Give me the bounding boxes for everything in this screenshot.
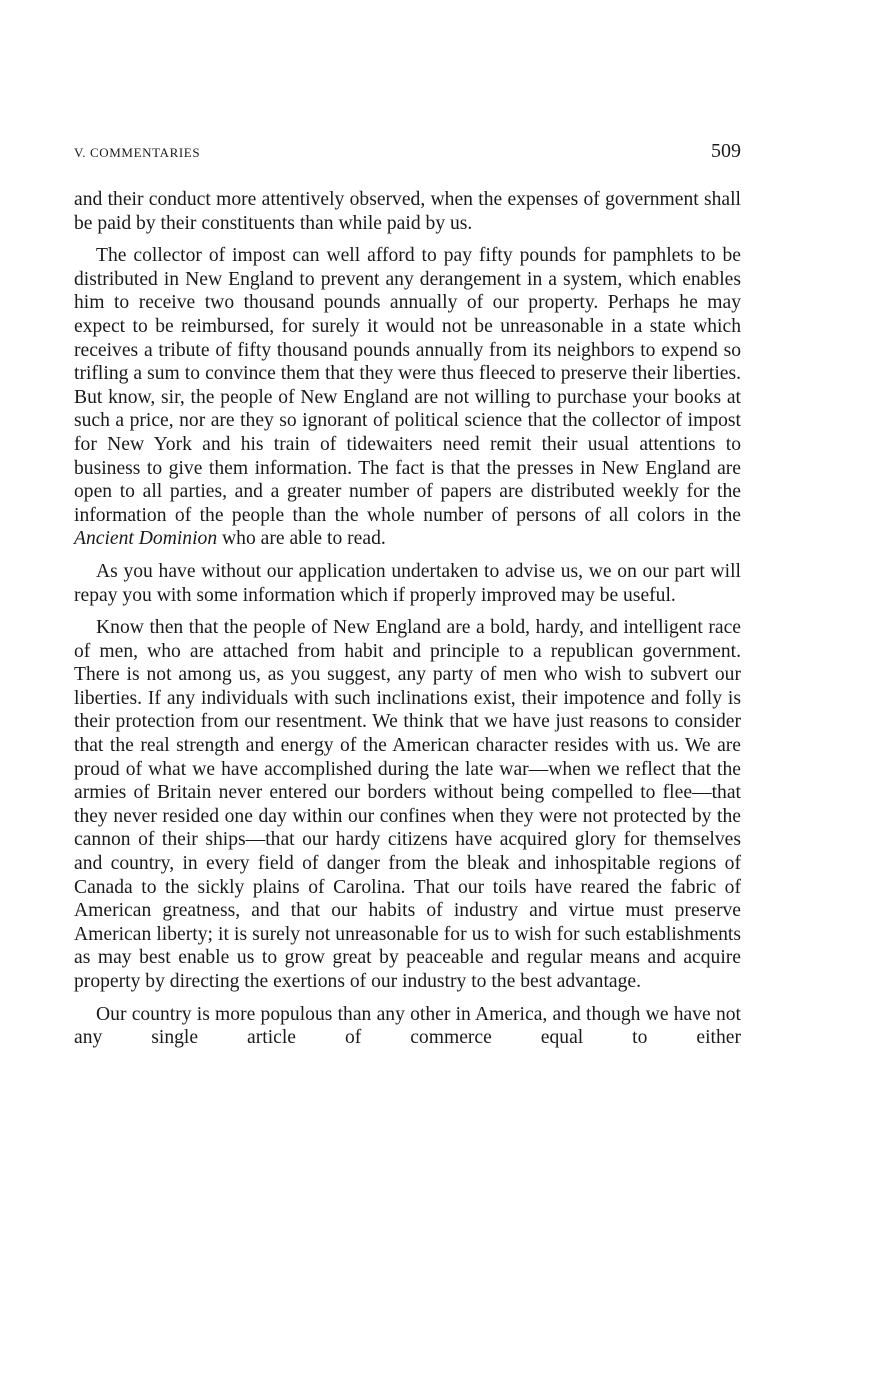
paragraph-text: The collector of impost can well afford to pay fifty pounds for pamphlets to be distributed in New England to prevent any derangement in a system, which enables him to receive two thousand pounds annually of our property. Perhaps he may expect to be reimbursed, for surely it would not be unreasonable in a state which receives a tribute of fifty thousand pounds annually from its neighbors to expend so trifling a sum to convince them that they were thus fleeced to preserve their liberties. But know, sir, the people of New England are not willing to purchase your books at such a price, nor are they so ignorant of political science that the collector of impost for New York and his train of tidewaiters need remit their usual attentions to business to give them information. The fact is that the presses in New England are open to all parties, and a greater number of papers are distributed weekly for the information of the people than the whole number of persons of all colors in the	[74, 245, 741, 526]
paragraph-text: As you have without our application undertaken to advise us, we on our part will repay you with some information which if properly improved may be useful.	[74, 560, 741, 606]
paragraph-text: and their conduct more attentively observed, when the expenses of government shall be paid by their constituents than while paid by us.	[74, 189, 741, 234]
italic-phrase: Ancient Dominion	[74, 528, 218, 550]
running-head	[74, 140, 741, 174]
page-number: 509	[711, 140, 741, 162]
body-text	[74, 188, 741, 1050]
paragraph-text: Our country is more populous than any other in America, and though we have not any single article of commerce equal to either	[74, 1003, 741, 1049]
paragraph-continued	[74, 188, 741, 235]
paragraph-our-country	[74, 1003, 741, 1050]
paragraph-advise-us	[74, 560, 741, 607]
document-page	[74, 140, 741, 1059]
paragraph-know-then	[74, 616, 741, 994]
section-label: V. COMMENTARIES	[74, 145, 201, 160]
paragraph-tail: who are able to read.	[222, 528, 386, 550]
paragraph-collector-of-impost	[74, 244, 741, 551]
paragraph-text: Know then that the people of New England are a bold, hardy, and intelligent race of men, who are attached from habit and principle to a republican government. There is not among us, as you suggest, any party of men who wish to subvert our liberties. If any individuals with such inclinations exist, their impotence and folly is their protection from our resentment. We think that we have just reasons to consider that the real strength and energy of the American character resides with us. We are proud of what we have accomplished during the late war—when we reflect that the armies of Britain never entered our borders without being compelled to flee—that they never resided one day within our confines when they were not protected by the cannon of their ships—that our hardy citizens have acquired glory for themselves and country, in every field of danger from the bleak and inhospitable regions of Canada to the sickly plains of Carolina. That our toils have reared the fabric of American greatness, and that our habits of industry and virtue must preserve American liberty; it is surely not unreasonable for us to wish for such establishments as may best enable us to grow great by peaceable and regular means and acquire property by directing the exertions of our industry to the best advantage.	[74, 617, 741, 992]
